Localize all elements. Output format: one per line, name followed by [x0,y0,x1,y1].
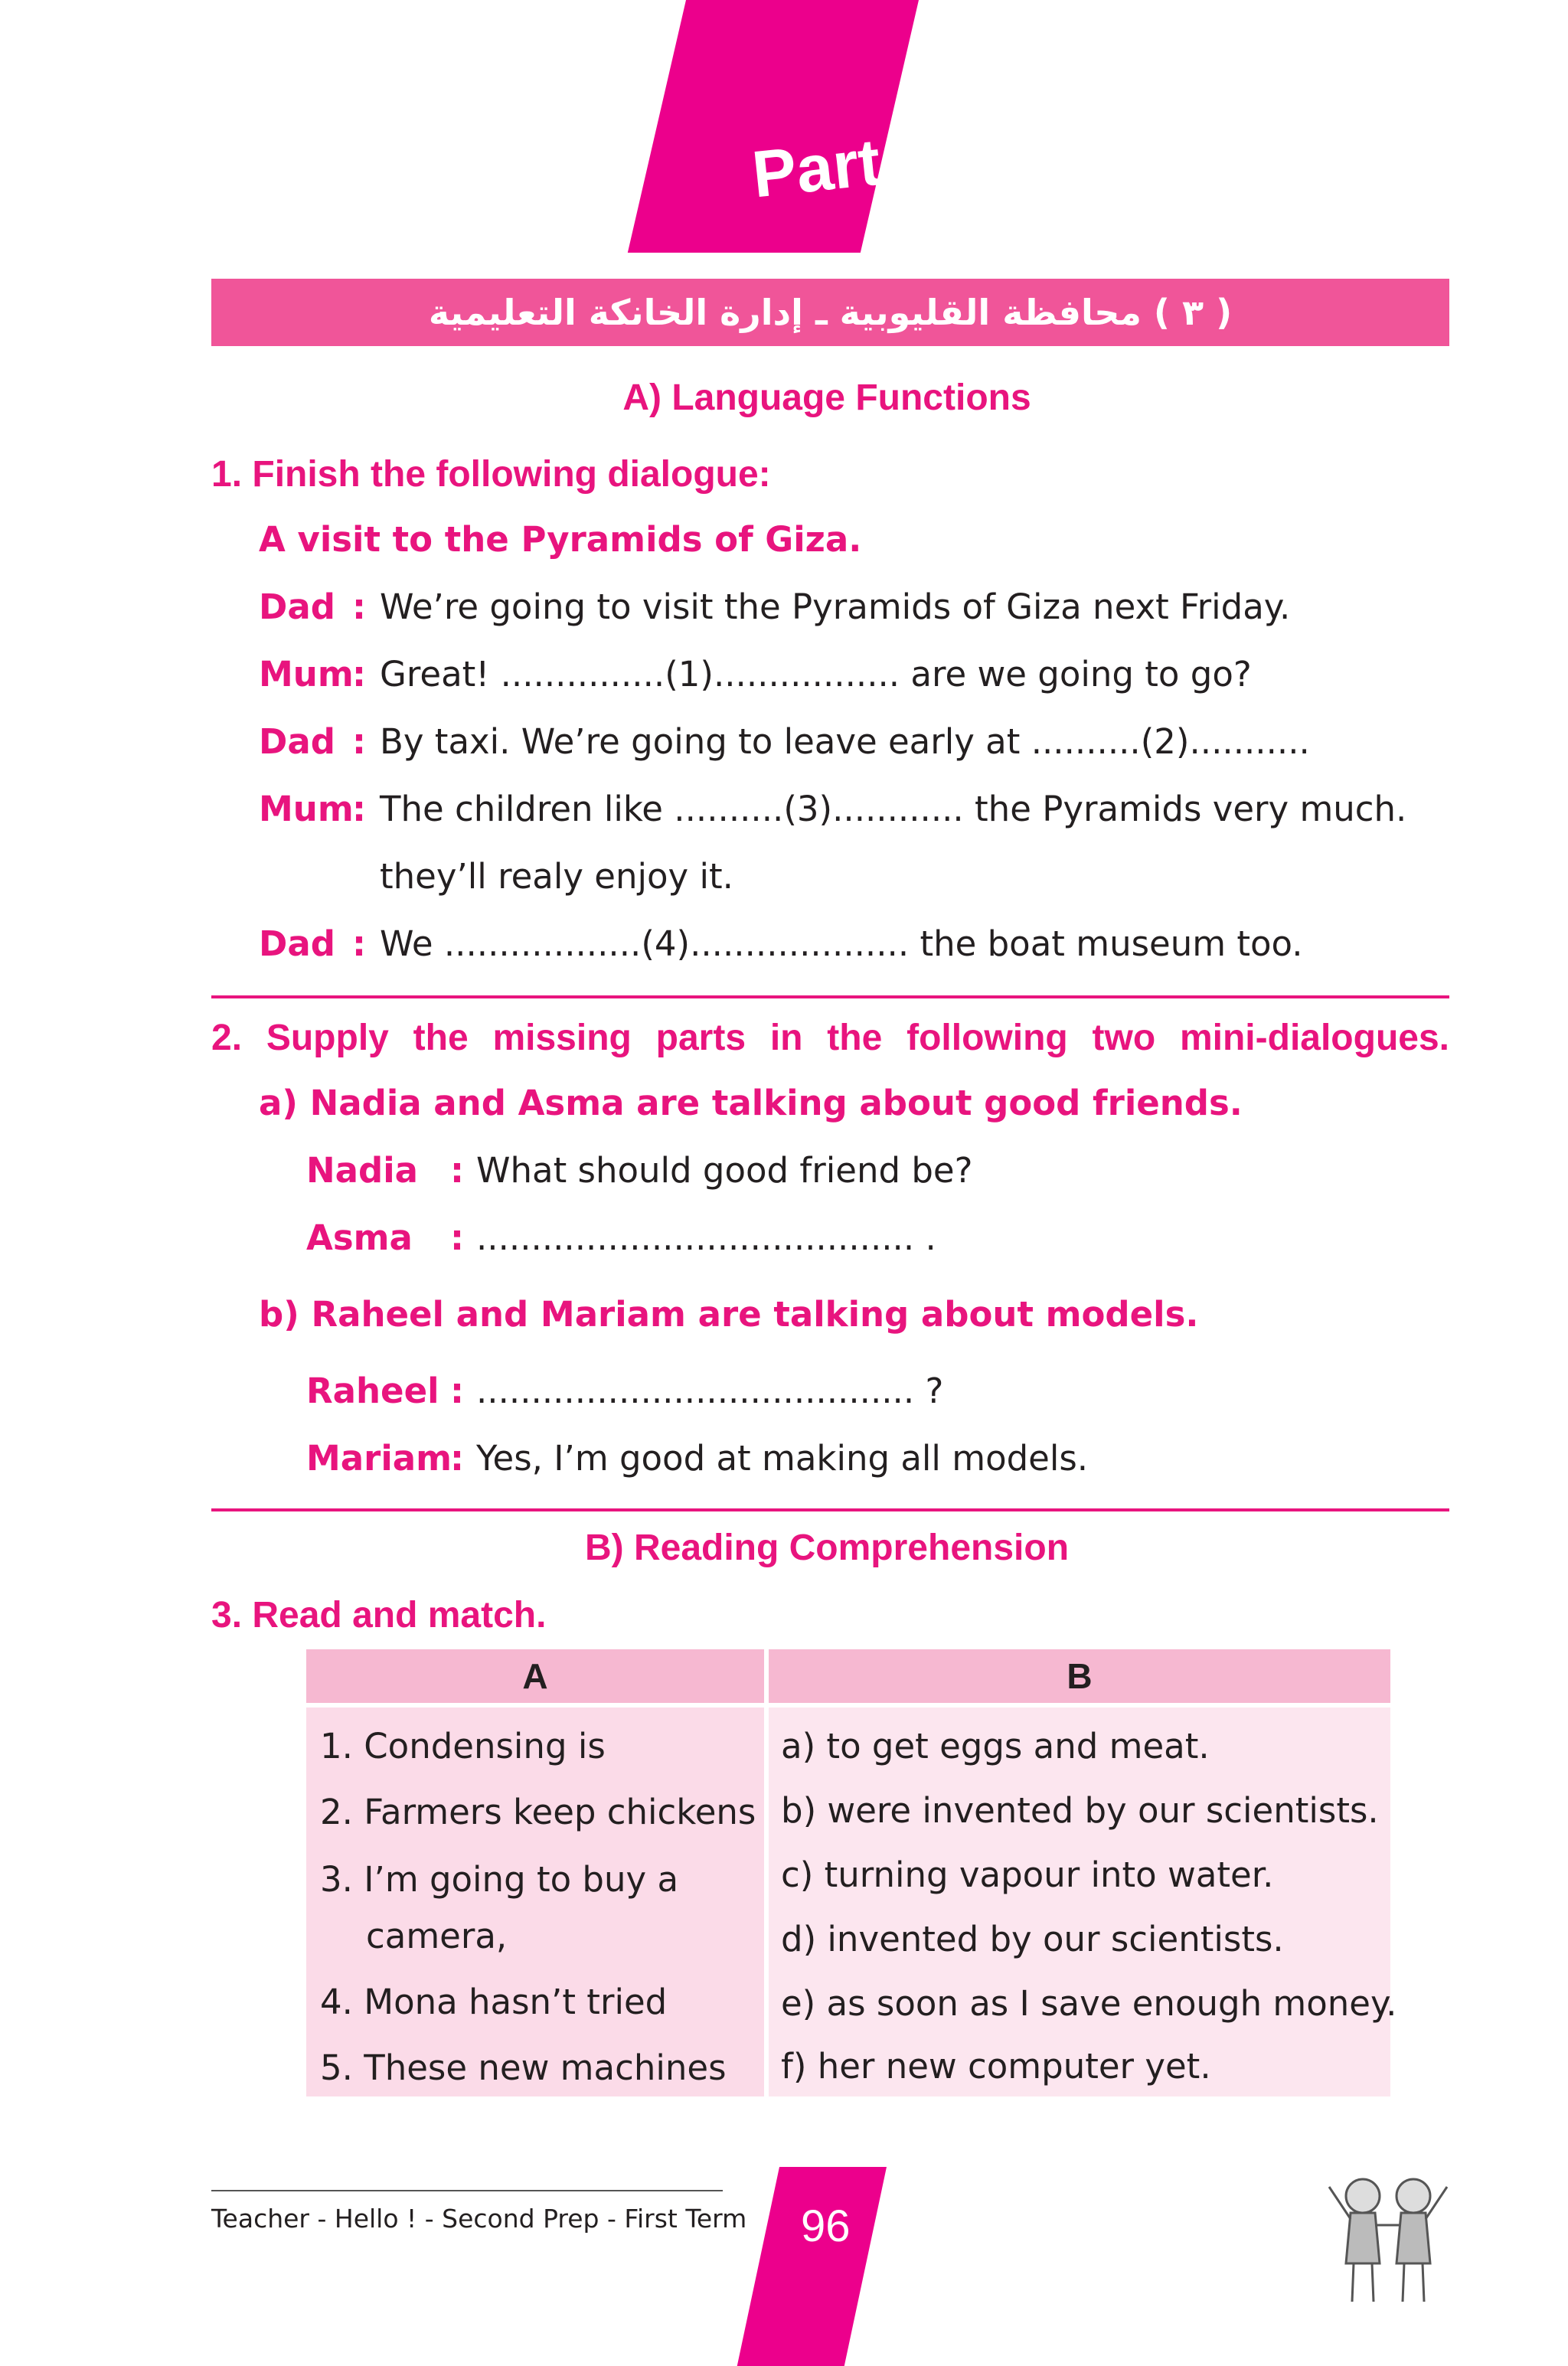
q1-subtitle: A visit to the Pyramids of Giza. [259,519,862,560]
match-item-b: a) to get eggs and meat. [781,1726,1210,1766]
dialogue-colon: : [352,587,366,627]
dialogue-colon: : [352,789,366,829]
q2b-title: b) Raheel and Mariam are talking about models. [259,1294,1199,1335]
match-item-b: f) her new computer yet. [781,2046,1211,2087]
match-table-header [306,1649,1390,1703]
q2-title: 2. Supply the missing parts in the following two mini-dialogues. [211,1018,1449,1058]
match-item-a: 3. I’m going to buy a [320,1859,679,1900]
dialogue-colon: : [450,1371,464,1411]
dialogue-speaker: Mariam [306,1438,452,1479]
dialogue-speaker: Mum [259,654,354,694]
dialogue-colon: : [352,654,366,694]
q2a-title: a) Nadia and Asma are talking about good friends. [259,1083,1243,1123]
dialogue-speaker: Dad [259,587,335,627]
dialogue-colon: : [450,1438,464,1479]
dialogue-line: We’re going to visit the Pyramids of Giza next Friday. [380,587,1291,627]
match-item-b: d) invented by our scientists. [781,1919,1284,1959]
dialogue-colon: : [450,1217,464,1258]
footer-text: Teacher - Hello ! - Second Prep - First Term [211,2204,747,2234]
match-item-a-continued: camera, [366,1916,508,1956]
dialogue-line: Yes, I’m good at making all models. [476,1438,1089,1479]
dialogue-line: We ..................(4).................... the boat museum too. [380,923,1303,964]
section-b-title: B) Reading Comprehension [584,1528,1070,1568]
match-item-a: 4. Mona hasn’t tried [320,1982,668,2022]
match-item-b: e) as soon as I save enough money. [781,1983,1397,2024]
column-a-header: A [306,1649,764,1703]
dialogue-line: Great! ...............(1)................. are we going to go? [380,654,1252,694]
match-item-b: c) turning vapour into water. [781,1855,1274,1895]
column-b-header: B [769,1649,1390,1703]
dialogue-line: By taxi. We’re going to leave early at ..........(2)........... [380,721,1310,762]
q3-title: 3. Read and match. [211,1595,547,1636]
footer-rule [211,2190,723,2191]
section-divider [211,1508,1449,1511]
children-mascot-icon [1323,2164,1453,2309]
dialogue-speaker: Raheel [306,1371,439,1411]
dialogue-colon: : [352,923,366,964]
match-item-a: 1. Condensing is [320,1726,606,1766]
match-item-b: b) were invented by our scientists. [781,1790,1379,1831]
match-item-a: 2. Farmers keep chickens [320,1792,756,1832]
dialogue-colon: : [352,721,366,762]
page-number: 96 [801,2201,851,2251]
dialogue-colon: : [450,1150,464,1191]
dialogue-speaker: Nadia [306,1150,419,1191]
dialogue-speaker: Dad [259,721,335,762]
section-divider [211,995,1449,998]
dialogue-line: What should good friend be? [476,1150,973,1191]
dialogue-speaker: Mum [259,789,354,829]
page-number-tab [737,2167,887,2366]
section-a-title: A) Language Functions [622,377,1031,418]
answer-blank: ........................................ ? [476,1371,944,1411]
dialogue-line: The children like ..........(3)............ the Pyramids very much. [380,789,1407,829]
governorate-banner-text: ( ٣ ) محافظة القليوبية ـ إدارة الخانكة التعليمية [428,292,1233,333]
part-title: Part 3 [749,119,939,212]
answer-blank: ........................................ . [476,1217,936,1258]
match-item-a: 5. These new machines [320,2047,727,2088]
dialogue-line-continued: they’ll realy enjoy it. [380,856,733,897]
q1-title: 1. Finish the following dialogue: [211,454,771,495]
dialogue-speaker: Asma [306,1217,413,1258]
dialogue-speaker: Dad [259,923,335,964]
